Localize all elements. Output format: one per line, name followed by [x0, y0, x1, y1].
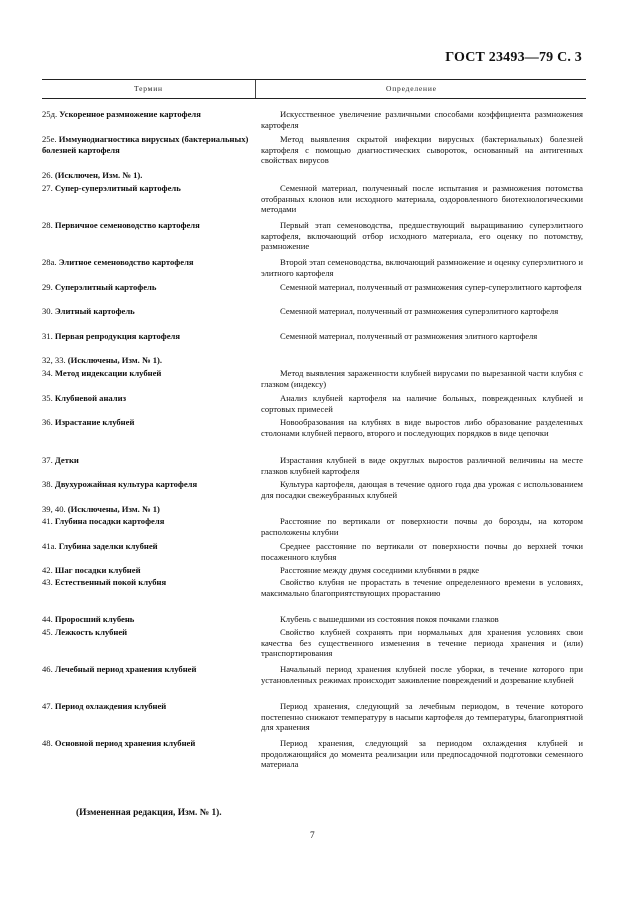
- definition-cell: Израстания клубней в виде округлых выростов различной величины на месте глазков клубней картофеля: [261, 455, 583, 476]
- table-top-rule: [42, 79, 586, 80]
- term-number: 25е.: [42, 134, 57, 144]
- term-cell: [42, 282, 252, 293]
- term-name: Супер-суперэлитный картофель: [54, 183, 181, 193]
- term-cell: [42, 664, 252, 675]
- definition-cell: Период хранения, следующий за периодом охлаждения клубней и продолжающийся до момента реализации или предпосадочной подготовки семенного материала: [261, 738, 583, 770]
- revision-note: (Измененная редакция, Изм. № 1).: [76, 808, 222, 818]
- term-cell: [42, 627, 252, 638]
- term-name: Шаг посадки клубней: [54, 565, 141, 575]
- term-name: Элитный картофель: [54, 306, 135, 316]
- term-name: Клубневой анализ: [54, 393, 127, 403]
- term-cell: [42, 504, 252, 515]
- term-number: 39, 40.: [42, 504, 66, 514]
- term-number: 41.: [42, 516, 53, 526]
- term-cell: [42, 614, 252, 625]
- term-cell: [42, 331, 252, 342]
- term-name: Глубина посадки картофеля: [54, 516, 165, 526]
- definition-cell: Метод выявления скрытой инфекции вирусных (бактериальных) болезней картофеля с помощью диагностических сывороток, основанный на антигенных свойствах вирусов: [261, 134, 583, 166]
- definition-cell: Анализ клубней картофеля на наличие больных, поврежденных клубней и сортовых примесей: [261, 393, 583, 414]
- column-header-term: Термин: [134, 84, 163, 93]
- term-name: Глубина заделки клубней: [58, 541, 158, 551]
- term-number: 36.: [42, 417, 53, 427]
- term-cell: [42, 455, 252, 466]
- definition-cell: Искусственное увеличение различными способами коэффициента размножения картофеля: [261, 109, 583, 130]
- definition-cell: Семенной материал, полученный от размножения элитного картофеля: [280, 331, 538, 341]
- definition-cell: Второй этап семеноводства, включающий размножение и оценку суперэлитного и элитного картофеля: [261, 257, 583, 278]
- column-divider: [255, 80, 256, 98]
- term-name: Первая репродукция картофеля: [54, 331, 181, 341]
- term-number: 28а.: [42, 257, 57, 267]
- term-name: Естественный покой клубня: [54, 577, 167, 587]
- table-header-rule: [42, 98, 586, 99]
- term-name: Израстание клубней: [54, 417, 135, 427]
- term-cell: [42, 479, 252, 490]
- term-cell: [42, 516, 252, 527]
- term-number: 47.: [42, 701, 53, 711]
- term-number: 26.: [42, 170, 53, 180]
- term-name: Детки: [54, 455, 79, 465]
- term-number: 48.: [42, 738, 53, 748]
- term-cell: [42, 701, 252, 712]
- term-cell: [42, 134, 252, 155]
- definition-cell: Семенной материал, полученный от размножения суперэлитного картофеля: [280, 306, 559, 316]
- term-name: (Исключены, Изм. № 1).: [67, 355, 163, 365]
- term-name: Двухурожайная культура картофеля: [54, 479, 198, 489]
- term-name: Элитное семеноводство картофеля: [58, 257, 194, 267]
- term-cell: [42, 738, 252, 749]
- term-number: 45.: [42, 627, 53, 637]
- definition-cell: Новообразования на клубнях в виде выростов либо образование разделенных столонами клубней первого, второго и последующих порядков в виде цепочки: [261, 417, 583, 438]
- term-number: 42.: [42, 565, 53, 575]
- term-name: Лежкость клубней: [54, 627, 128, 637]
- term-number: 27.: [42, 183, 53, 193]
- definition-cell: Среднее расстояние по вертикали от поверхности почвы до верхней точки посаженного клубня: [261, 541, 583, 562]
- term-name: Метод индексации клубней: [54, 368, 162, 378]
- term-cell: [42, 355, 252, 366]
- term-name: Суперэлитный картофель: [54, 282, 157, 292]
- definition-cell: Семенной материал, полученный после испытания и размножения потомства отобранных клонов или исходного материала, оздоровленного биотехнологическими методами: [261, 183, 583, 215]
- definition-cell: Период хранения, следующий за лечебным периодом, в течение которого постепенно снижают температуру в насыпи картофеля до температуры, благоприятной для хранения: [261, 701, 583, 733]
- term-cell: [42, 306, 252, 317]
- term-number: 31.: [42, 331, 53, 341]
- term-cell: [42, 393, 252, 404]
- page-header: ГОСТ 23493—79 С. 3: [445, 50, 582, 65]
- term-number: 41а.: [42, 541, 57, 551]
- term-cell: [42, 577, 252, 588]
- term-name: Лечебный период хранения клубней: [54, 664, 197, 674]
- term-number: 46.: [42, 664, 53, 674]
- term-number: 30.: [42, 306, 53, 316]
- term-cell: [42, 368, 252, 379]
- term-name: Основной период хранения клубней: [54, 738, 196, 748]
- term-number: 38.: [42, 479, 53, 489]
- term-cell: [42, 257, 252, 268]
- definition-cell: Свойство клубней сохранять при нормальных для хранения условиях свои качества без существенного изменения в течение периода хранения и (или) транспортирования: [261, 627, 583, 659]
- definition-cell: Клубень с вышедшими из состояния покоя почками глазков: [280, 614, 499, 624]
- term-number: 43.: [42, 577, 53, 587]
- term-name: (Исключен, Изм. № 1).: [54, 170, 143, 180]
- definition-cell: Культура картофеля, дающая в течение одного года два урожая с использованием для посадки свежеубранных клубней: [261, 479, 583, 500]
- term-number: 25д.: [42, 109, 58, 119]
- term-number: 28.: [42, 220, 53, 230]
- term-name: Ускоренное размножение картофеля: [59, 109, 201, 119]
- page-number: 7: [310, 831, 315, 841]
- column-header-definition: Определение: [386, 84, 437, 93]
- term-cell: [42, 170, 252, 181]
- term-cell: [42, 417, 252, 428]
- term-name: (Исключены, Изм. № 1): [67, 504, 160, 514]
- term-number: 44.: [42, 614, 53, 624]
- definition-cell: Расстояние между двумя соседними клубнями в рядке: [280, 565, 480, 575]
- term-number: 29.: [42, 282, 53, 292]
- term-name: Проросший клубень: [54, 614, 135, 624]
- term-name: Первичное семеноводство картофеля: [54, 220, 200, 230]
- term-cell: [42, 541, 252, 552]
- term-cell: [42, 565, 252, 576]
- term-number: 35.: [42, 393, 53, 403]
- definition-cell: Расстояние по вертикали от поверхности почвы до борозды, на котором расположены клубни: [261, 516, 583, 537]
- term-number: 32, 33.: [42, 355, 66, 365]
- term-number: 37.: [42, 455, 53, 465]
- term-cell: [42, 220, 252, 231]
- definition-cell: Метод выявления зараженности клубней вирусами по вырезанной части клубня с глазком (индексу): [261, 368, 583, 389]
- definition-cell: Первый этап семеноводства, предшествующий выращиванию суперэлитного картофеля, включающий отбор исходного материала, его оценку по потомству, размножение: [261, 220, 583, 252]
- definition-cell: Начальный период хранения клубней после уборки, в течение которого при установленных режимах происходит заживление повреждений и дозревание клубней: [261, 664, 583, 685]
- term-number: 34.: [42, 368, 53, 378]
- definition-cell: Семенной материал, полученный от размножения супер-суперэлитного картофеля: [280, 282, 582, 292]
- term-name: Период охлаждения клубней: [54, 701, 167, 711]
- definition-cell: Свойство клубня не прорастать в течение определенного времени в условиях, максимально благоприятствующих прорастанию: [261, 577, 583, 598]
- term-cell: [42, 109, 252, 120]
- term-name: Иммунодиагностика вирусных (бактериальных) болезней картофеля: [42, 134, 249, 155]
- term-cell: [42, 183, 252, 194]
